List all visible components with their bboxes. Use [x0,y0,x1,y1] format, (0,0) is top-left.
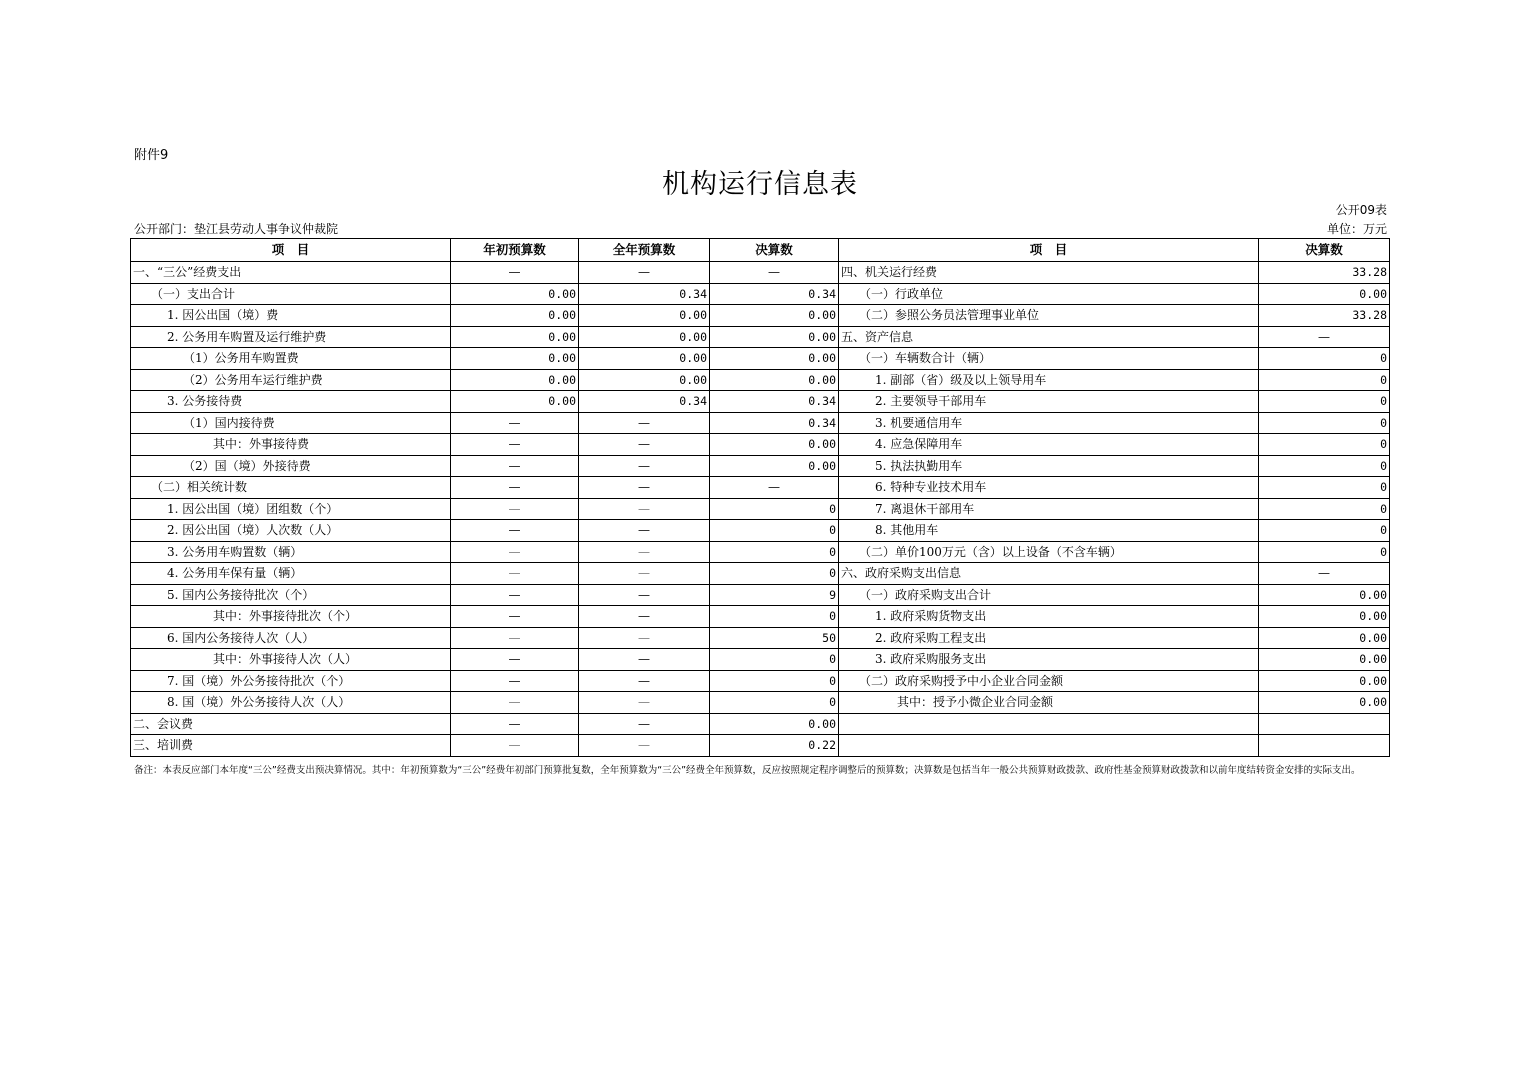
initial-budget-cell: 0.00 [451,283,579,305]
final-cell: 0 [710,498,839,520]
full-budget-cell: 0.34 [579,283,710,305]
initial-budget-cell: 0.00 [451,305,579,327]
final-cell: 9 [710,584,839,606]
table-row [131,305,1390,327]
initial-budget-cell: — [451,455,579,477]
table-row [131,391,1390,413]
full-budget-cell: — [579,606,710,628]
left-item-label: 二、会议费 [131,713,451,735]
right-final-cell: 0 [1259,348,1390,370]
right-item-label: 2. 主要领导干部用车 [839,391,1259,413]
final-cell: 0.34 [710,412,839,434]
table-row [131,692,1390,714]
full-budget-cell: — [579,649,710,671]
right-final-cell: 0.00 [1259,670,1390,692]
left-item-label: （2）公务用车运行维护费 [131,369,451,391]
left-item-label: 2. 因公出国（境）人次数（人） [131,520,451,542]
final-cell: 0.00 [710,713,839,735]
table-row [131,541,1390,563]
left-item-label: （2）国（境）外接待费 [131,455,451,477]
final-cell: 0.34 [710,283,839,305]
table-row [131,498,1390,520]
final-cell: 0 [710,670,839,692]
right-final-cell: 0 [1259,455,1390,477]
page-title: 机构运行信息表 [662,169,858,200]
left-item-label: 2. 公务用车购置及运行维护费 [131,326,451,348]
initial-budget-cell: — [451,563,579,585]
right-item-label: （二）政府采购授予中小企业合同金额 [839,670,1259,692]
full-budget-cell: — [579,434,710,456]
final-cell: 0.00 [710,455,839,477]
left-item-label: 4. 公务用车保有量（辆） [131,563,451,585]
full-budget-cell: — [579,735,710,757]
full-budget-cell: — [579,563,710,585]
initial-budget-cell: — [451,541,579,563]
left-item-label: 1. 因公出国（境）费 [131,305,451,327]
right-final-cell: 0.00 [1259,692,1390,714]
right-final-cell: 0.00 [1259,649,1390,671]
footnote: 备注：本表反应部门本年度“三公”经费支出预决算情况。其中：年初预算数为“三公”经费年初部门预算批复数，全年预算数为“三公”经费全年预算数，反应按照规定程序调整后的预算数；决算数是包括当年一般公共预算财政拨款、政府性基金预算财政拨款和以前年度结转资金安排的实际支出。 [134,765,1361,776]
left-item-label: 3. 公务接待费 [131,391,451,413]
right-item-label: 3. 机要通信用车 [839,412,1259,434]
full-budget-cell: — [579,670,710,692]
initial-budget-cell: — [451,735,579,757]
right-item-label: 8. 其他用车 [839,520,1259,542]
right-item-label: 4. 应急保障用车 [839,434,1259,456]
left-item-label: 8. 国（境）外公务接待人次（人） [131,692,451,714]
initial-budget-cell: — [451,692,579,714]
final-cell: 50 [710,627,839,649]
left-item-label: （二）相关统计数 [131,477,451,499]
table-row [131,477,1390,499]
final-cell: 0.34 [710,391,839,413]
table-row [131,713,1390,735]
full-budget-cell: — [579,713,710,735]
right-final-cell: — [1259,563,1390,585]
left-item-label: 5. 国内公务接待批次（个） [131,584,451,606]
right-final-cell: 0.00 [1259,283,1390,305]
right-item-label: 3. 政府采购服务支出 [839,649,1259,671]
full-budget-cell: 0.00 [579,326,710,348]
initial-budget-cell: 0.00 [451,391,579,413]
left-item-label: 6. 国内公务接待人次（人） [131,627,451,649]
left-item-label: （一）支出合计 [131,283,451,305]
left-item-label: 7. 国（境）外公务接待批次（个） [131,670,451,692]
left-item-label: 1. 因公出国（境）团组数（个） [131,498,451,520]
right-item-label: 1. 副部（省）级及以上领导用车 [839,369,1259,391]
final-cell: 0 [710,692,839,714]
header-full-budget: 全年预算数 [579,239,710,262]
final-cell: 0.00 [710,348,839,370]
left-item-label: 其中：外事接待费 [131,434,451,456]
final-cell: 0 [710,563,839,585]
right-final-cell: 33.28 [1259,305,1390,327]
attachment-label: 附件9 [134,148,169,163]
table-row [131,520,1390,542]
right-final-cell: 0 [1259,434,1390,456]
table-row [131,735,1390,757]
right-item-label: 2. 政府采购工程支出 [839,627,1259,649]
full-budget-cell: — [579,498,710,520]
final-cell: 0.00 [710,369,839,391]
full-budget-cell: — [579,541,710,563]
final-cell: 0.00 [710,434,839,456]
initial-budget-cell: — [451,606,579,628]
left-item-label: 其中：外事接待人次（人） [131,649,451,671]
right-final-cell: 0 [1259,412,1390,434]
right-item-label [839,735,1259,757]
left-item-label: 其中：外事接待批次（个） [131,606,451,628]
full-budget-cell: 0.34 [579,391,710,413]
final-cell: 0.00 [710,326,839,348]
table-header-row [131,239,1390,262]
right-item-label: 四、机关运行经费 [839,262,1259,284]
left-item-label: （1）公务用车购置费 [131,348,451,370]
right-item-label: 5. 执法执勤用车 [839,455,1259,477]
right-final-cell: — [1259,326,1390,348]
header-final: 决算数 [710,239,839,262]
initial-budget-cell: — [451,477,579,499]
left-item-label: 一、“三公”经费支出 [131,262,451,284]
full-budget-cell: — [579,692,710,714]
initial-budget-cell: — [451,713,579,735]
full-budget-cell: 0.00 [579,369,710,391]
right-final-cell: 0 [1259,477,1390,499]
right-item-label: 六、政府采购支出信息 [839,563,1259,585]
left-item-label: 三、培训费 [131,735,451,757]
right-final-cell: 0 [1259,520,1390,542]
table-row [131,649,1390,671]
initial-budget-cell: 0.00 [451,348,579,370]
right-item-label: （一）行政单位 [839,283,1259,305]
full-budget-cell: — [579,412,710,434]
table-row [131,670,1390,692]
table-row [131,412,1390,434]
full-budget-cell: — [579,584,710,606]
header-final-right: 决算数 [1259,239,1390,262]
department-label: 公开部门：垫江县劳动人事争议仲裁院 [134,222,339,236]
final-cell: 0 [710,520,839,542]
left-item-label: （1）国内接待费 [131,412,451,434]
header-initial-budget: 年初预算数 [451,239,579,262]
table-row [131,455,1390,477]
table-row [131,606,1390,628]
final-cell: 0.22 [710,735,839,757]
right-final-cell: 0.00 [1259,584,1390,606]
initial-budget-cell: — [451,584,579,606]
final-cell: 0 [710,606,839,628]
unit-label: 单位：万元 [1326,222,1387,236]
right-item-label [839,713,1259,735]
initial-budget-cell: — [451,434,579,456]
table-row [131,627,1390,649]
final-cell: 0 [710,541,839,563]
table-row [131,563,1390,585]
final-cell: 0 [710,649,839,671]
full-budget-cell: — [579,262,710,284]
final-cell: 0.00 [710,305,839,327]
table-row [131,326,1390,348]
table-row [131,584,1390,606]
right-item-label: （二）参照公务员法管理事业单位 [839,305,1259,327]
table-row [131,262,1390,284]
final-cell: — [710,262,839,284]
full-budget-cell: — [579,455,710,477]
right-final-cell: 0 [1259,541,1390,563]
right-item-label: （一）车辆数合计（辆） [839,348,1259,370]
right-final-cell: 33.28 [1259,262,1390,284]
header-item-right: 项 目 [839,239,1259,262]
right-item-label: 五、资产信息 [839,326,1259,348]
table-row [131,369,1390,391]
full-budget-cell: 0.00 [579,305,710,327]
left-item-label: 3. 公务用车购置数（辆） [131,541,451,563]
right-final-cell: 0.00 [1259,606,1390,628]
full-budget-cell: — [579,627,710,649]
initial-budget-cell: 0.00 [451,369,579,391]
right-item-label: （二）单价100万元（含）以上设备（不含车辆） [839,541,1259,563]
right-final-cell [1259,735,1390,757]
initial-budget-cell: — [451,670,579,692]
final-cell: — [710,477,839,499]
table-code: 公开09表 [1335,203,1387,217]
right-final-cell: 0.00 [1259,627,1390,649]
right-final-cell: 0 [1259,498,1390,520]
initial-budget-cell: — [451,520,579,542]
initial-budget-cell: — [451,262,579,284]
right-final-cell [1259,713,1390,735]
full-budget-cell: — [579,477,710,499]
right-final-cell: 0 [1259,369,1390,391]
initial-budget-cell: 0.00 [451,326,579,348]
right-item-label: 其中：授予小微企业合同金额 [839,692,1259,714]
right-final-cell: 0 [1259,391,1390,413]
header-item: 项 目 [131,239,451,262]
initial-budget-cell: — [451,498,579,520]
right-item-label: 1. 政府采购货物支出 [839,606,1259,628]
info-table [130,238,1390,757]
full-budget-cell: 0.00 [579,348,710,370]
table-row [131,283,1390,305]
table-row [131,434,1390,456]
initial-budget-cell: — [451,627,579,649]
right-item-label: （一）政府采购支出合计 [839,584,1259,606]
right-item-label: 7. 离退休干部用车 [839,498,1259,520]
right-item-label: 6. 特种专业技术用车 [839,477,1259,499]
table-row [131,348,1390,370]
initial-budget-cell: — [451,412,579,434]
full-budget-cell: — [579,520,710,542]
initial-budget-cell: — [451,649,579,671]
